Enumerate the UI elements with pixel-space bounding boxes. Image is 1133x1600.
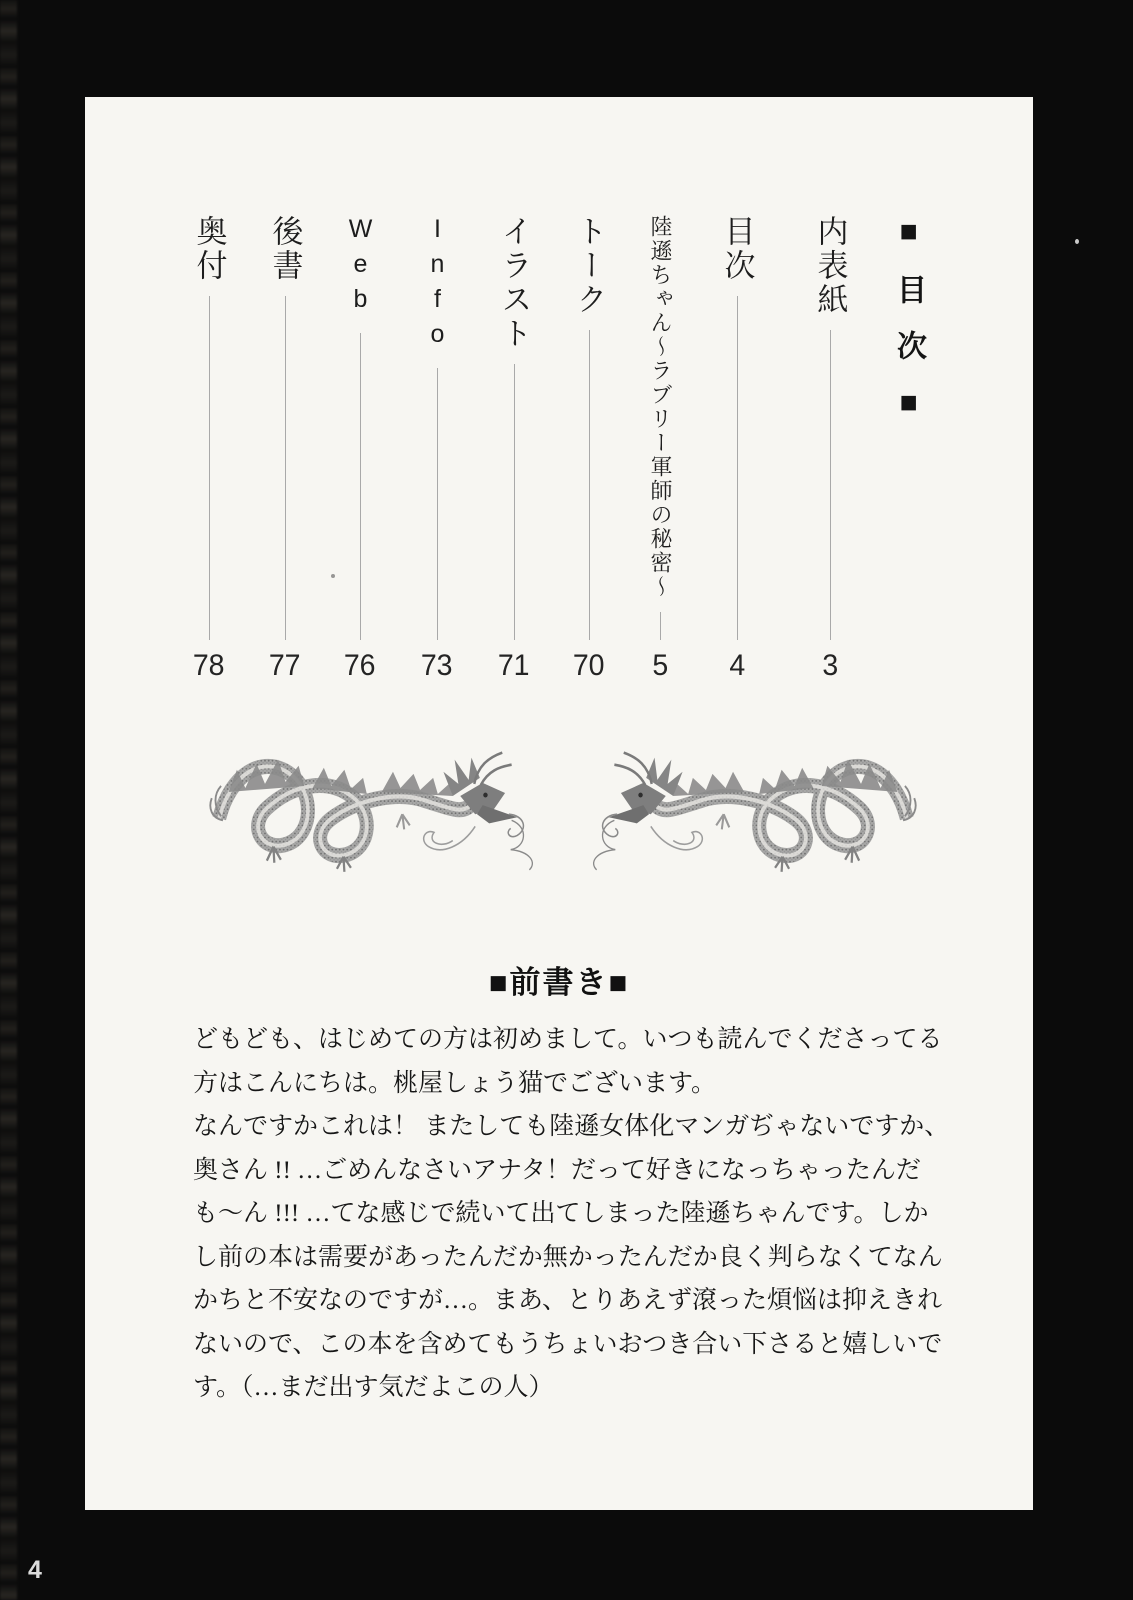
toc-entry-label: 陸遜ちゃん〜ラブリー軍師の秘密〜 bbox=[648, 215, 673, 599]
leader-line bbox=[514, 364, 515, 640]
scan-speck bbox=[1075, 239, 1079, 244]
toc-entry-atogaki bbox=[262, 215, 308, 681]
toc-entry-label: 奥付 bbox=[191, 215, 227, 283]
toc-entry-page: 73 bbox=[421, 649, 453, 682]
preface-line: 奥さん !! …ごめんなさいアナタ！だって好きになっちゃったんだ bbox=[193, 1156, 921, 1184]
toc-entry-illust bbox=[491, 215, 537, 681]
toc-entry-page: 71 bbox=[498, 649, 530, 682]
toc-entry-label: 内表紙 bbox=[812, 215, 848, 317]
toc-section bbox=[85, 215, 1033, 685]
leader-line bbox=[660, 612, 661, 640]
paper-sheet bbox=[85, 97, 1033, 1510]
toc-entry-label: Web bbox=[346, 215, 375, 320]
twin-dragons-illustration bbox=[208, 695, 918, 887]
toc-entry-info bbox=[414, 215, 460, 681]
toc-title bbox=[885, 215, 931, 681]
preface-line: どもども、はじめての方は初めまして。いつも読んでくださってる bbox=[193, 1026, 943, 1053]
toc-entry-web bbox=[337, 215, 383, 681]
toc-entry-main-story bbox=[637, 215, 683, 681]
preface-line: 方はこんにちは。桃屋しょう猫でございます。 bbox=[193, 1069, 717, 1097]
preface-line: ないので、この本を含めてもうちょいおつき合い下さると嬉しいで bbox=[193, 1330, 943, 1358]
toc-entry-label: トーク bbox=[571, 215, 607, 317]
preface-line: し前の本は需要があったんだか無かったんだか良く判らなくてなん bbox=[193, 1243, 943, 1271]
toc-entry-label: イラスト bbox=[496, 215, 532, 351]
leader-line bbox=[589, 330, 590, 640]
toc-entry-talk bbox=[566, 215, 612, 681]
toc-entry-page: 70 bbox=[573, 649, 605, 682]
preface-line: も〜ん !!! …てな感じで続いて出てしまった陸遜ちゃんです。しか bbox=[193, 1200, 929, 1227]
preface-line: す。（…まだ出す気だよこの人） bbox=[193, 1374, 554, 1401]
leader-line bbox=[209, 296, 210, 640]
preface-body bbox=[85, 1018, 1033, 1410]
preface-section bbox=[85, 957, 1033, 1410]
scan-edge-noise bbox=[0, 0, 17, 1600]
leader-line bbox=[830, 330, 831, 640]
toc-entry-page: 76 bbox=[344, 649, 376, 682]
leader-line bbox=[737, 296, 738, 640]
leader-line bbox=[285, 296, 286, 640]
toc-entry-page: 78 bbox=[193, 649, 225, 682]
scan-speck bbox=[331, 574, 335, 578]
toc-entry-okuzuke bbox=[186, 215, 232, 681]
toc-entry-page: 77 bbox=[269, 649, 301, 682]
leader-line bbox=[360, 333, 361, 640]
toc-entry-mokuji bbox=[714, 215, 760, 681]
toc-entry-page: 4 bbox=[729, 649, 745, 682]
toc-title-label: ■目次■ bbox=[892, 215, 925, 445]
toc-entry-label: 後書 bbox=[267, 215, 303, 283]
toc-entry-page: 3 bbox=[822, 649, 838, 682]
preface-heading: ■前書き■ bbox=[488, 965, 630, 1000]
dragon-icon bbox=[208, 695, 918, 887]
toc-entry-page: 5 bbox=[652, 649, 668, 682]
folio-page-number: 4 bbox=[28, 1556, 42, 1584]
preface-line: かちと不安なのですが…。まあ、とりあえず滾った煩悩は抑えきれ bbox=[193, 1287, 943, 1314]
toc-entry-label: 目次 bbox=[719, 215, 755, 283]
leader-line bbox=[437, 368, 438, 640]
toc-entry-uchihyoshi bbox=[807, 215, 853, 681]
toc-entry-label: Info bbox=[423, 215, 452, 355]
preface-line: なんですかこれは！ またしても陸遜女体化マンガぢゃないですか、 bbox=[193, 1113, 950, 1140]
